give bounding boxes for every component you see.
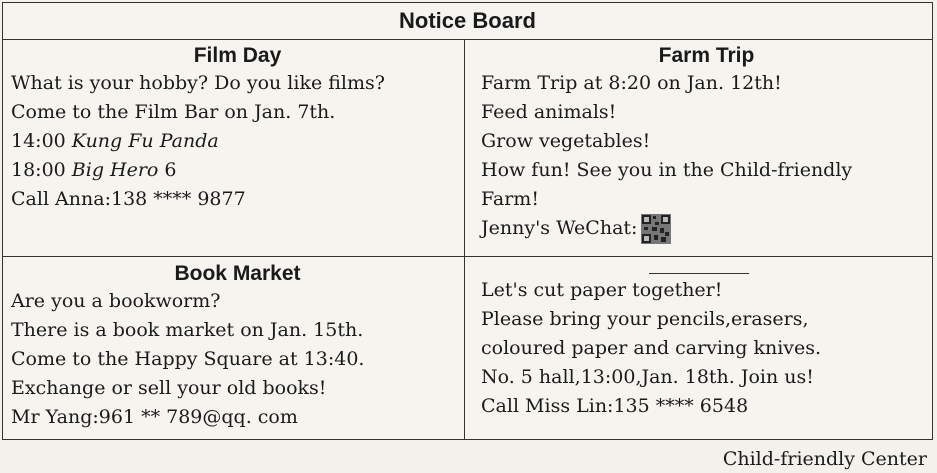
farm-trip-heading: Farm Trip bbox=[658, 44, 755, 67]
book-market-contact: Mr Yang:961 ** 789@qq. com bbox=[11, 406, 298, 428]
book-market-line-2: There is a book market on Jan. 15th. bbox=[11, 319, 364, 341]
film-show-2 bbox=[11, 156, 464, 185]
paper-cut-line-1: Let's cut paper together! bbox=[481, 279, 723, 301]
paper-cut-line-3: coloured paper and carving knives. bbox=[481, 337, 822, 359]
film-show-2-title: Big Hero bbox=[71, 159, 159, 181]
farm-trip-contact bbox=[481, 214, 932, 244]
qr-code-icon bbox=[641, 214, 671, 244]
farm-trip-contact-label: Jenny's WeChat: bbox=[481, 217, 638, 239]
board-footer: Child-friendly Center bbox=[722, 448, 927, 470]
film-day-contact: Call Anna:138 **** 9877 bbox=[11, 188, 246, 210]
farm-trip-notice bbox=[465, 39, 932, 257]
farm-trip-line-2: Feed animals! bbox=[481, 101, 617, 123]
notice-grid bbox=[3, 39, 932, 439]
film-show-1 bbox=[11, 127, 464, 156]
film-day-heading: Film Day bbox=[193, 44, 282, 67]
paper-cut-line-4: No. 5 hall,13:00,Jan. 18th. Join us! bbox=[481, 366, 814, 388]
film-show-1-time: 14:00 bbox=[11, 130, 72, 152]
book-market-line-3: Come to the Happy Square at 13:40. bbox=[11, 348, 365, 370]
notice-board bbox=[2, 2, 933, 440]
paper-cut-line-2: Please bring your pencils,erasers, bbox=[481, 308, 809, 330]
board-title: Notice Board bbox=[3, 3, 932, 40]
farm-trip-line-4: How fun! See you in the Child-friendly bbox=[481, 159, 853, 181]
film-show-1-title: Kung Fu Panda bbox=[71, 130, 219, 152]
book-market-line-4: Exchange or sell your old books! bbox=[11, 377, 327, 399]
book-market-heading: Book Market bbox=[174, 262, 301, 285]
farm-trip-line-3: Grow vegetables! bbox=[481, 130, 651, 152]
book-market-notice bbox=[3, 257, 465, 439]
paper-cut-notice bbox=[465, 257, 932, 439]
film-show-2-time: 18:00 bbox=[11, 159, 72, 181]
paper-cut-contact: Call Miss Lin:135 **** 6548 bbox=[481, 395, 749, 417]
book-market-line-1: Are you a bookworm? bbox=[11, 290, 221, 312]
film-day-notice bbox=[3, 39, 465, 257]
film-day-line-1: What is your hobby? Do you like films? bbox=[11, 72, 385, 94]
farm-trip-line-1: Farm Trip at 8:20 on Jan. 12th! bbox=[481, 72, 782, 94]
film-day-line-2: Come to the Film Bar on Jan. 7th. bbox=[11, 101, 336, 123]
film-show-2-suffix: 6 bbox=[158, 159, 177, 181]
farm-trip-line-5: Farm! bbox=[481, 188, 539, 210]
